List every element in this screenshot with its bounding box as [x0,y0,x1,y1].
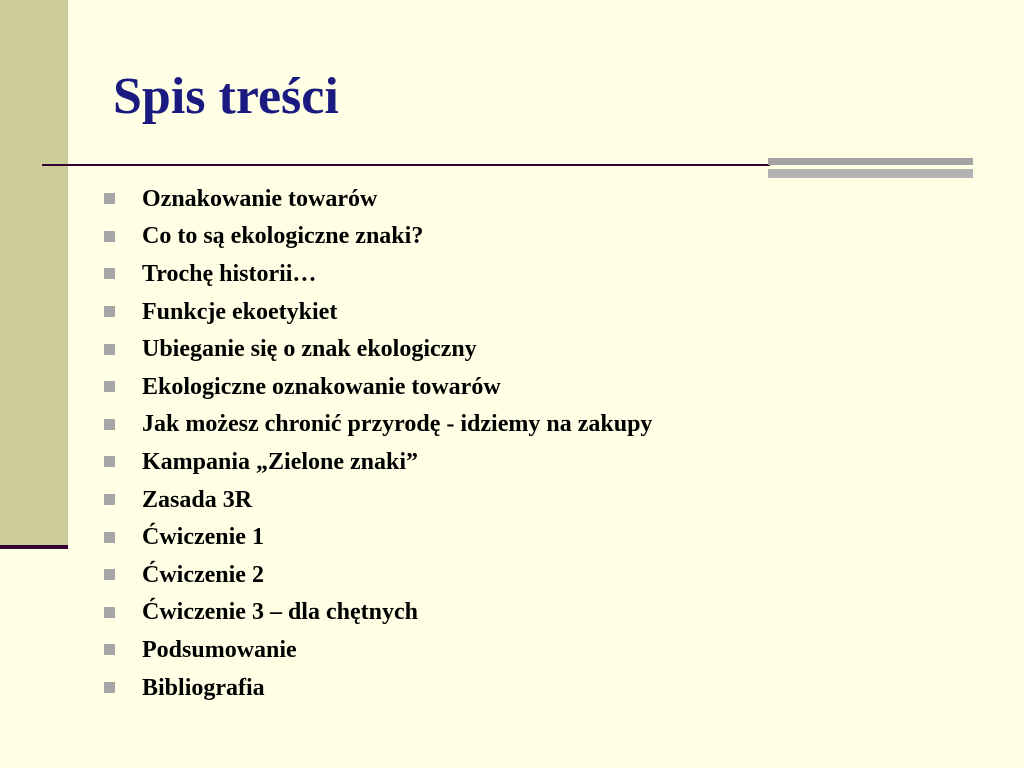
square-bullet-icon [104,569,115,580]
toc-item [104,669,652,707]
toc-item [104,518,652,556]
toc-item-label: Ćwiczenie 2 [142,561,264,588]
toc-item-label: Co to są ekologiczne znaki? [142,223,424,250]
toc-item [104,330,652,368]
slide-title: Spis treści [113,68,339,125]
square-bullet-icon [104,344,115,355]
toc-item [104,556,652,594]
toc-item [104,481,652,519]
toc-item [104,443,652,481]
accent-bars [768,158,973,179]
square-bullet-icon [104,419,115,430]
toc-item [104,293,652,331]
square-bullet-icon [104,607,115,618]
left-bar-underline [0,545,68,549]
accent-bar-bottom [768,169,973,178]
toc-item-label: Ćwiczenie 3 – dla chętnych [142,599,418,626]
square-bullet-icon [104,644,115,655]
toc-item [104,255,652,293]
square-bullet-icon [104,193,115,204]
title-divider [42,164,770,166]
square-bullet-icon [104,381,115,392]
toc-item [104,406,652,444]
toc-item-label: Podsumowanie [142,636,297,663]
toc-item-label: Ćwiczenie 1 [142,524,264,551]
square-bullet-icon [104,456,115,467]
toc-item-label: Trochę historii… [142,260,317,287]
toc-item-label: Oznakowanie towarów [142,185,378,212]
square-bullet-icon [104,532,115,543]
toc-item [104,631,652,669]
toc-item [104,218,652,256]
square-bullet-icon [104,494,115,505]
toc-item [104,594,652,632]
toc-item-label: Ekologiczne oznakowanie towarów [142,373,501,400]
square-bullet-icon [104,682,115,693]
toc-item-label: Kampania „Zielone znaki” [142,448,419,475]
toc-item-label: Zasada 3R [142,486,253,513]
left-decorative-bar [0,0,68,545]
toc-item-label: Jak możesz chronić przyrodę - idziemy na zakupy [142,411,653,438]
toc-item-label: Funkcje ekoetykiet [142,298,338,325]
toc-item [104,180,652,218]
toc-item [104,368,652,406]
square-bullet-icon [104,231,115,242]
square-bullet-icon [104,268,115,279]
toc-item-label: Ubieganie się o znak ekologiczny [142,336,477,363]
square-bullet-icon [104,306,115,317]
toc-item-label: Bibliografia [142,674,265,701]
table-of-contents [104,180,652,706]
accent-bar-top [768,158,973,165]
